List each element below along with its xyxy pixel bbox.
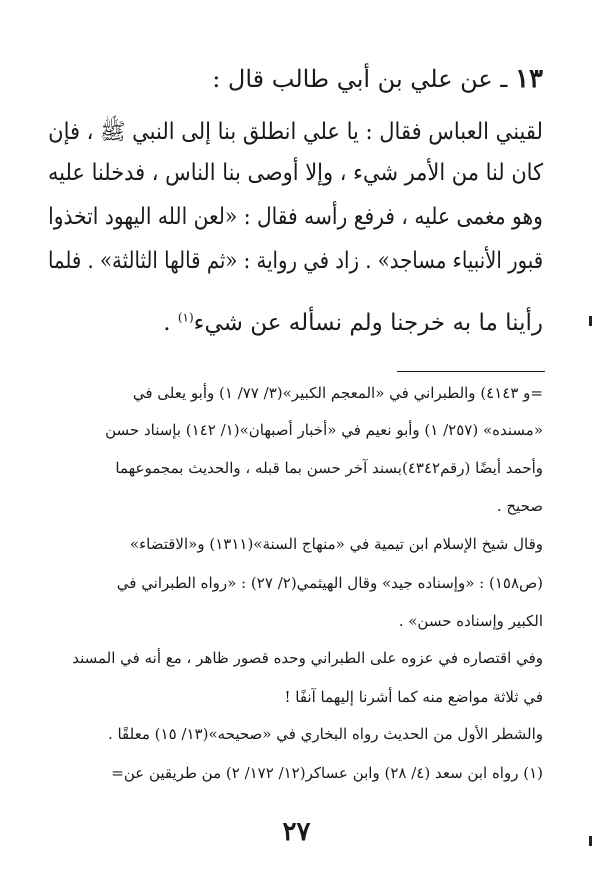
footnote-separator xyxy=(397,371,545,372)
footnote-line-3: وأحمد أيضًا (رقم٤٣٤٢)بسند آخر حسن بما قبله ، والحديث بمجموعهما xyxy=(115,459,543,477)
footnote-line-11: (١) رواه ابن سعد (٤/ ٢٨) وابن عساكر(١٢/ ١٧٢/ ٢) من طريقين عن= xyxy=(111,764,543,782)
main-text-line-2: كان لنا من الأمر شيء ، وإلا أوصى بنا الناس ، فدخلنا عليه xyxy=(47,160,543,186)
heading-text: عن علي بن أبي طالب قال : xyxy=(212,65,493,93)
footnote-line-6: (ص١٥٨) : «وإسناده جيد» وقال الهيثمي(٢/ ٢٧) : «رواه الطبراني في xyxy=(116,574,543,592)
main-text-line-4: قبور الأنبياء مساجد» . زاد في رواية : «ثم قالها الثالثة» . فلما xyxy=(47,248,543,274)
footnote-ref: (١) xyxy=(177,310,194,325)
scan-edge-mark-top xyxy=(589,316,592,326)
main-text-line-5-text: رأينا ما به خرجنا ولم نسأله عن شيء xyxy=(193,310,543,336)
hadith-number: ١٣ xyxy=(515,64,543,94)
footnote-line-9: في ثلاثة مواضع منه كما أشرنا إليهما آنفًا ! xyxy=(284,688,543,706)
heading-dash: ـ xyxy=(500,65,508,93)
footnote-line-2: «مسنده» (٢٥٧/ ١) وأبو نعيم في «أخبار أصبهان»(١/ ١٤٢) بإسناد حسن xyxy=(105,421,543,439)
footnote-line-1: =و ٤١٤٣) والطبراني في «المعجم الكبير»(٣/ ٧٧/ ١) وأبو يعلى في xyxy=(132,384,543,402)
main-text-line-5 xyxy=(163,310,543,336)
footnote-line-5: وقال شيخ الإسلام ابن تيمية في «منهاج السنة»(١٣١١) و«الاقتضاء» xyxy=(129,535,543,553)
scan-edge-mark-bottom xyxy=(589,836,592,846)
footnote-line-7: الكبير وإسناده حسن» . xyxy=(398,612,543,630)
footnote-line-8: وفي اقتصاره في عزوه على الطبراني وحده قصور ظاهر ، مع أنه في المسند xyxy=(72,649,543,667)
end-mark: . xyxy=(163,310,171,336)
footnote-line-4: صحيح . xyxy=(496,497,543,515)
main-text-line-3: وهو مغمى عليه ، فرفع رأسه فقال : «لعن الله اليهود اتخذوا xyxy=(48,204,543,230)
footnote-line-10: والشطر الأول من الحديث رواه البخاري في «صحيحه»(١٣/ ١٥) معلقًا . xyxy=(107,725,543,743)
main-text-line-1: لقيني العباس فقال : يا علي انطلق بنا إلى النبي ﷺ ، فإن xyxy=(48,119,543,145)
page-number: ٢٧ xyxy=(282,817,311,847)
hadith-heading xyxy=(212,64,543,94)
